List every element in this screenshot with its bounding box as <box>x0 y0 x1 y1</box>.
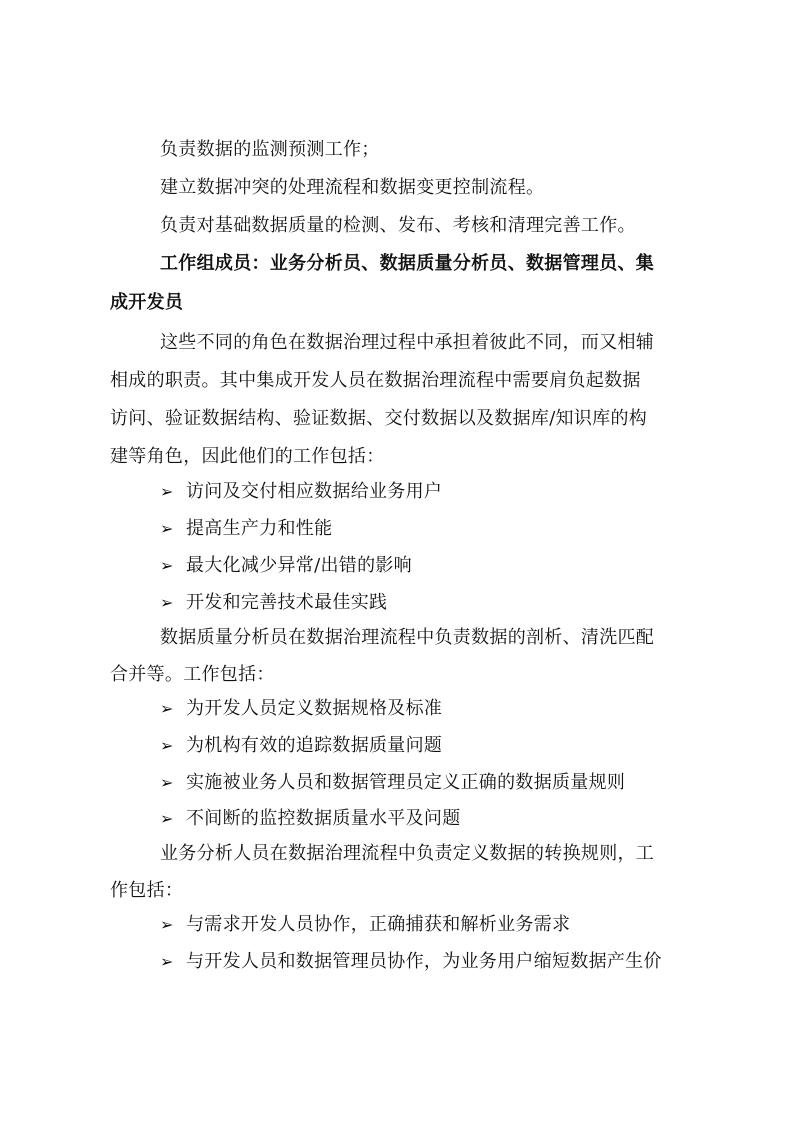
paragraph-line: 建等角色，因此他们的工作包括： <box>110 446 385 467</box>
list-item <box>160 481 442 503</box>
arrow-bullet-icon: ➢ <box>160 593 174 612</box>
arrow-bullet-icon: ➢ <box>160 556 174 575</box>
heading-line: 成开发员 <box>110 292 184 313</box>
paragraph-line: 数据质量分析员在数据治理流程中负责数据的剖析、清洗匹配 <box>160 627 655 648</box>
list-item <box>160 914 570 936</box>
list-item-text: 与开发人员和数据管理员协作，为业务用户缩短数据产生价 <box>186 951 662 972</box>
arrow-bullet-icon: ➢ <box>160 952 174 971</box>
list-item-text: 最大化减少异常/出错的影响 <box>186 555 412 576</box>
list-item-text: 与需求开发人员协作，正确捕获和解析业务需求 <box>186 914 571 935</box>
list-item <box>160 951 662 973</box>
arrow-bullet-icon: ➢ <box>160 482 174 501</box>
list-item-text: 为机构有效的追踪数据质量问题 <box>186 735 443 756</box>
list-item <box>160 735 442 757</box>
list-item <box>160 592 387 614</box>
list-item <box>160 808 461 830</box>
paragraph-line: 建立数据冲突的处理流程和数据变更控制流程。 <box>160 177 545 198</box>
list-item-text: 不间断的监控数据质量水平及问题 <box>186 808 461 829</box>
arrow-bullet-icon: ➢ <box>160 699 174 718</box>
list-item-text: 访问及交付相应数据给业务用户 <box>186 481 443 502</box>
list-item-text: 实施被业务人员和数据管理员定义正确的数据质量规则 <box>186 772 626 793</box>
arrow-bullet-icon: ➢ <box>160 809 174 828</box>
paragraph-line: 相成的职责。其中集成开发人员在数据治理流程中需要肩负起数据 <box>110 370 641 391</box>
paragraph-line: 业务分析人员在数据治理流程中负责定义数据的转换规则，工 <box>160 843 655 864</box>
paragraph-line: 合并等。工作包括： <box>110 664 275 685</box>
paragraph-line: 访问、验证数据结构、验证数据、交付数据以及数据库/知识库的构 <box>110 408 648 429</box>
paragraph-line: 作包括： <box>110 880 184 901</box>
list-item <box>160 518 332 540</box>
arrow-bullet-icon: ➢ <box>160 773 174 792</box>
paragraph-line: 负责数据的监测预测工作； <box>160 139 380 160</box>
paragraph-line: 这些不同的角色在数据治理过程中承担着彼此不同，而又相辅 <box>160 332 655 353</box>
list-item-text: 为开发人员定义数据规格及标准 <box>186 698 443 719</box>
paragraph-line: 负责对基础数据质量的检测、发布、考核和清理完善工作。 <box>160 215 636 236</box>
arrow-bullet-icon: ➢ <box>160 736 174 755</box>
arrow-bullet-icon: ➢ <box>160 519 174 538</box>
list-item-text: 提高生产力和性能 <box>186 518 333 539</box>
list-item <box>160 698 442 720</box>
list-item <box>160 555 412 577</box>
heading-line: 工作组成员：业务分析员、数据质量分析员、数据管理员、集 <box>160 253 655 274</box>
list-item <box>160 772 625 794</box>
list-item-text: 开发和完善技术最佳实践 <box>186 592 388 613</box>
arrow-bullet-icon: ➢ <box>160 915 174 934</box>
